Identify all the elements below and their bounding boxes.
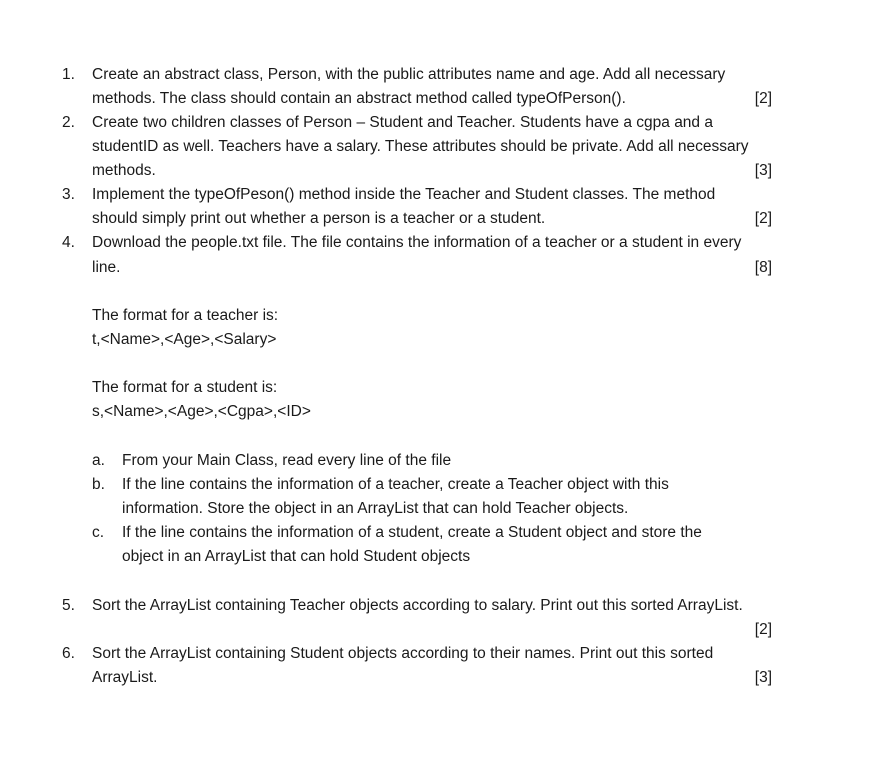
item-number: 2.	[62, 114, 75, 131]
item-text-line: Sort the ArrayList containing Student objects according to their names. Print out this sorted	[92, 645, 714, 662]
item-text-line: should simply print out whether a person is a teacher or a student.	[92, 210, 546, 227]
item-text-line: line.	[92, 259, 121, 276]
teacher-format-heading: The format for a teacher is:	[92, 307, 279, 324]
subitem-letter-b: b.	[92, 476, 105, 493]
item-number: 3.	[62, 186, 75, 203]
item-marks: [2]	[754, 90, 772, 107]
item-text-line: Implement the typeOfPeson() method inside the Teacher and Student classes. The method	[92, 186, 716, 203]
subitem-text-line: object in an ArrayList that can hold Student objects	[122, 548, 471, 565]
item-text-line: Download the people.txt file. The file contains the information of a teacher or a student in every	[92, 234, 742, 251]
item-number: 5.	[62, 597, 75, 614]
item-text-line: methods. The class should contain an abstract method called typeOfPerson().	[92, 90, 626, 107]
item-text-line: studentID as well. Teachers have a salary. These attributes should be private. Add all necessary	[92, 138, 749, 155]
item-text-line: Sort the ArrayList containing Teacher objects according to salary. Print out this sorted ArrayList.	[92, 597, 743, 614]
item-marks: [2]	[754, 210, 772, 227]
item-marks: [8]	[754, 259, 772, 276]
subitem-letter-a: a.	[92, 452, 105, 469]
subitem-text-line: information. Store the object in an ArrayList that can hold Teacher objects.	[122, 500, 629, 517]
item-text-line: ArrayList.	[92, 669, 158, 686]
item-marks: [3]	[754, 162, 772, 179]
item-marks: [2]	[754, 621, 772, 638]
item-number: 4.	[62, 234, 75, 251]
student-format: s,<Name>,<Age>,<Cgpa>,<ID>	[92, 403, 311, 420]
subitem-text-line: If the line contains the information of a student, create a Student object and store the	[122, 524, 702, 541]
item-text-line: Create two children classes of Person – Student and Teacher. Students have a cgpa and a	[92, 114, 713, 131]
teacher-format: t,<Name>,<Age>,<Salary>	[92, 331, 277, 348]
item-number: 1.	[62, 66, 75, 83]
item-text-line: Create an abstract class, Person, with the public attributes name and age. Add all necessary	[92, 66, 726, 83]
subitem-text-line: If the line contains the information of a teacher, create a Teacher object with this	[122, 476, 669, 493]
subitem-text-line: From your Main Class, read every line of the file	[122, 452, 452, 469]
item-marks: [3]	[754, 669, 772, 686]
item-number: 6.	[62, 645, 75, 662]
item-text-line: methods.	[92, 162, 156, 179]
subitem-letter-c: c.	[92, 524, 105, 541]
student-format-heading: The format for a student is:	[92, 379, 278, 396]
